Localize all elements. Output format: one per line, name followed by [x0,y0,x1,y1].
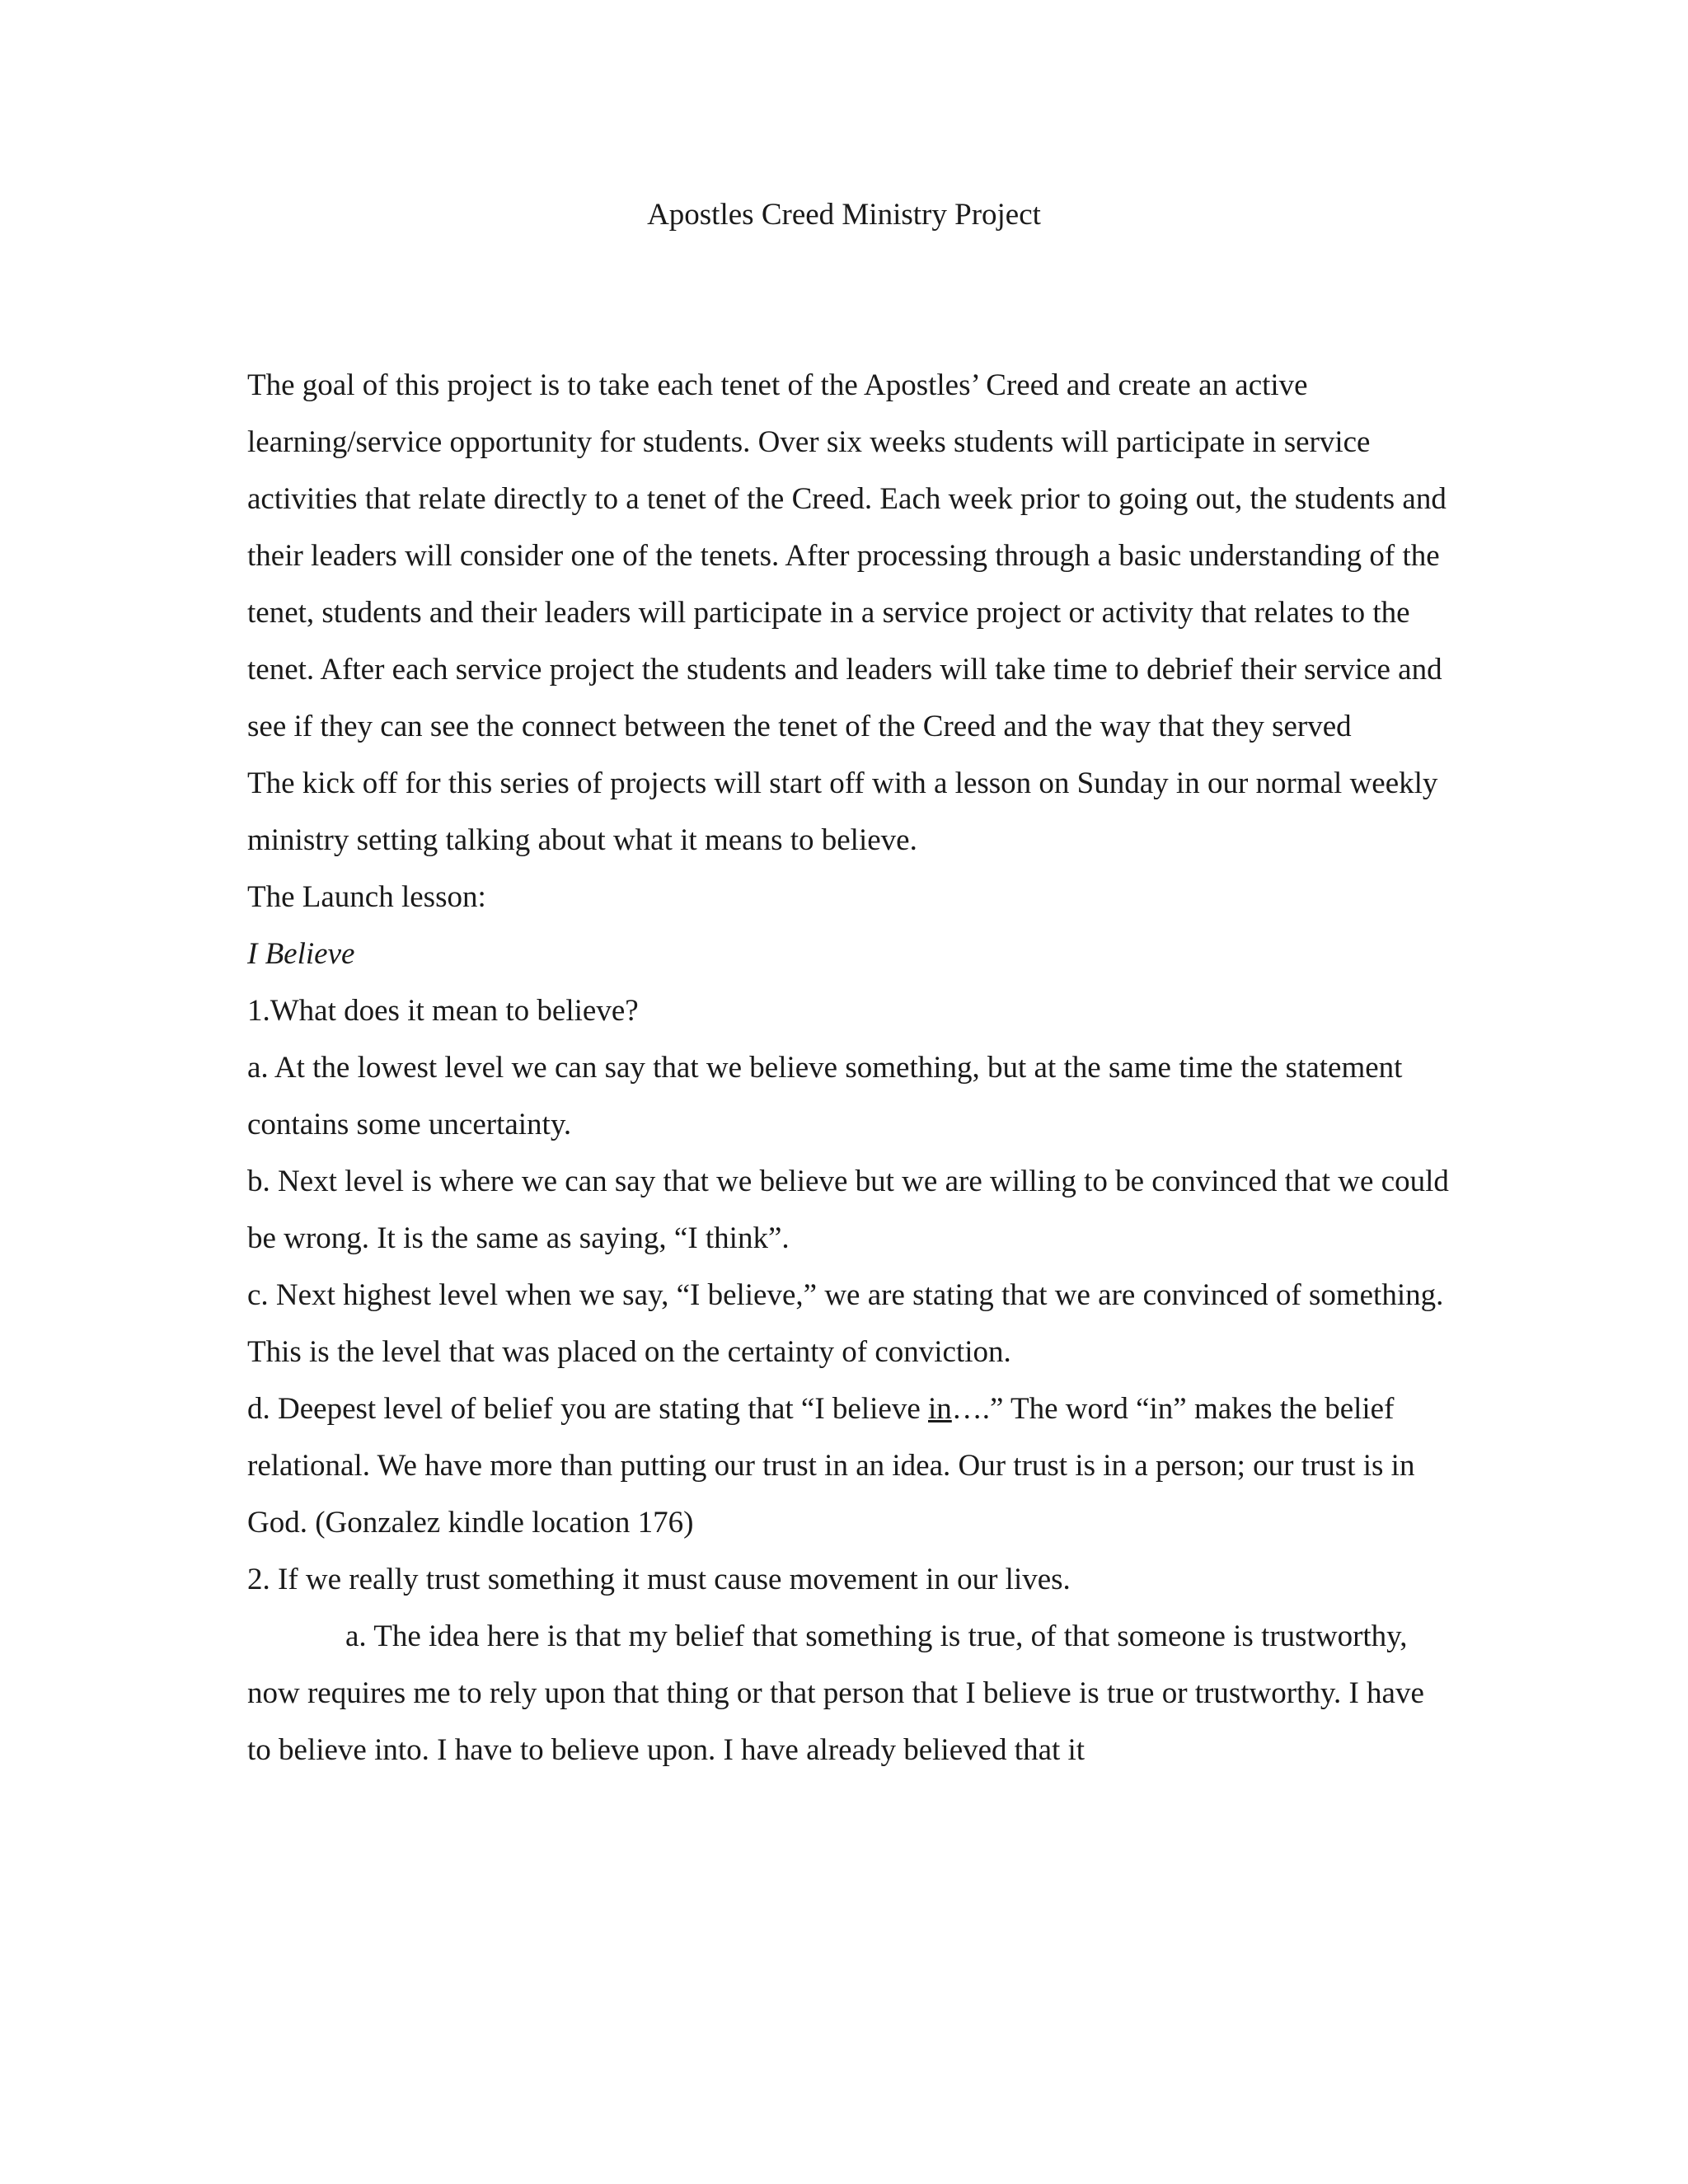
point-2-heading: 2. If we really trust something it must cause movement in our lives. [247,1563,1071,1596]
point-1d-start: d. Deepest level of belief you are stating that “I believe [247,1392,928,1426]
point-1b: b. Next level is where we can say that we believe but we are willing to be convinced that we could be wrong. It is the same as saying, “I think”. [247,1165,1449,1255]
point-1a: a. At the lowest level we can say that we believe something, but at the same time the statement contains some uncertainty. [247,1051,1403,1141]
intro-paragraph: The goal of this project is to take each tenet of the Apostles’ Creed and create an active learning/service opportunity for students. Over six weeks students will participate in service activities that relate directly to a tenet of the Creed. Each week prior to going out, the students and their leaders will consider one of the tenets. After processing through a basic understanding of the tenet, students and their leaders will participate in a service project or activity that relates to the tenet. After each service project the students and leaders will take time to debrief their service and see if they can see the connect between the tenet of the Creed and the way that they served [247,368,1447,743]
document-title: Apostles Creed Ministry Project [647,198,1041,232]
point-2a: a. The idea here is that my belief that something is true, of that someone is trustworthy, now requires me to rely upon that thing or that person that I believe is true or trustworthy. I have to believe into. I have to believe upon. I have already believed that it [247,1619,1424,1767]
kickoff-paragraph: The kick off for this series of projects will start off with a lesson on Sunday in our normal weekly ministry setting talking about what it means to believe. [247,766,1438,857]
point-1-heading: 1.What does it mean to believe? [247,994,639,1028]
lesson-title: I Believe [247,937,355,971]
point-1c: c. Next highest level when we say, “I believe,” we are stating that we are convinced of something. This is the level that was placed on the certainty of conviction. [247,1278,1444,1369]
point-1d-underlined-word: in [928,1392,952,1426]
launch-lesson-label: The Launch lesson: [247,880,486,914]
point-1d [247,1380,1451,1551]
document-body [247,357,1451,1779]
point-1d-end: ….” The word “in” makes the belief relational. We have more than putting our trust in an idea. Our trust is in a person; our trust is in God. (Gonzalez kindle location 176) [247,1392,1415,1540]
